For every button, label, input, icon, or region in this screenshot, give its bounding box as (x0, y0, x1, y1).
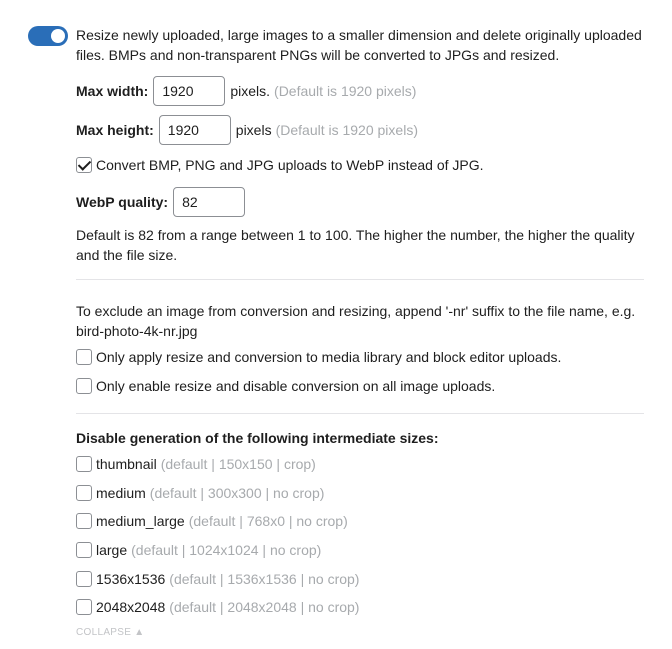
max-width-label: Max width: (76, 83, 149, 99)
size-name: 1536x1536 (96, 571, 166, 587)
size-2048-checkbox[interactable] (76, 599, 92, 615)
size-thumbnail-checkbox[interactable] (76, 456, 92, 472)
option-resize-only-row[interactable] (76, 378, 495, 394)
option-media-library-label: Only apply resize and conversion to media library and block editor uploads. (96, 349, 562, 365)
size-meta: (default | 300x300 | no crop) (149, 485, 325, 501)
exclude-description: To exclude an image from conversion and resizing, append '-nr' suffix to the file name, e.g. bird-photo-4k-nr.jpg (76, 303, 636, 339)
webp-convert-label: Convert BMP, PNG and JPG uploads to WebP instead of JPG. (96, 157, 484, 173)
size-1536-checkbox[interactable] (76, 571, 92, 587)
size-medium-row[interactable] (76, 485, 324, 501)
webp-quality-input[interactable] (173, 187, 245, 217)
size-large-row[interactable] (76, 542, 321, 558)
divider (76, 279, 644, 280)
webp-convert-row[interactable] (76, 157, 484, 173)
resize-toggle-description: Resize newly uploaded, large images to a smaller dimension and delete originally uploaded files. BMPs and non-transparent PNGs will be converted to JPGs and resized. (76, 27, 642, 63)
size-meta: (default | 768x0 | no crop) (188, 513, 348, 529)
webp-quality-description: Default is 82 from a range between 1 to 100. The higher the number, the higher the quality and the file size. (76, 227, 635, 263)
size-name: thumbnail (96, 456, 157, 472)
option-media-library-row[interactable] (76, 349, 561, 365)
size-name: medium (96, 485, 146, 501)
size-large-checkbox[interactable] (76, 542, 92, 558)
resize-toggle-switch[interactable] (28, 26, 68, 46)
size-meta: (default | 1024x1024 | no crop) (131, 542, 322, 558)
webp-quality-label: WebP quality: (76, 194, 169, 210)
max-width-hint: (Default is 1920 pixels) (274, 83, 417, 99)
option-resize-only-checkbox[interactable] (76, 378, 92, 394)
size-meta: (default | 150x150 | crop) (160, 456, 316, 472)
size-name: 2048x2048 (96, 599, 166, 615)
option-resize-only-label: Only enable resize and disable conversion on all image uploads. (96, 378, 496, 394)
size-meta: (default | 2048x2048 | no crop) (169, 599, 360, 615)
collapse-button[interactable]: COLLAPSE ▲ (76, 627, 145, 638)
webp-convert-checkbox[interactable] (76, 157, 92, 173)
option-media-library-checkbox[interactable] (76, 349, 92, 365)
size-medium-large-checkbox[interactable] (76, 513, 92, 529)
webp-quality-row (76, 187, 245, 217)
max-height-input[interactable] (159, 115, 231, 145)
size-name: medium_large (96, 513, 185, 529)
max-height-label: Max height: (76, 122, 154, 138)
size-2048-row[interactable] (76, 599, 359, 615)
size-medium-large-row[interactable] (76, 513, 348, 529)
size-thumbnail-row[interactable] (76, 456, 316, 472)
max-width-row (76, 76, 416, 106)
divider (76, 413, 644, 414)
size-1536-row[interactable] (76, 571, 359, 587)
size-meta: (default | 1536x1536 | no crop) (169, 571, 360, 587)
max-height-unit: pixels (235, 122, 272, 138)
max-height-hint: (Default is 1920 pixels) (275, 122, 418, 138)
toggle-knob (51, 29, 65, 43)
max-height-row (76, 115, 418, 145)
max-width-input[interactable] (153, 76, 225, 106)
size-name: large (96, 542, 128, 558)
size-medium-checkbox[interactable] (76, 485, 92, 501)
max-width-unit: pixels. (230, 83, 271, 99)
sizes-heading: Disable generation of the following intermediate sizes: (76, 430, 439, 446)
